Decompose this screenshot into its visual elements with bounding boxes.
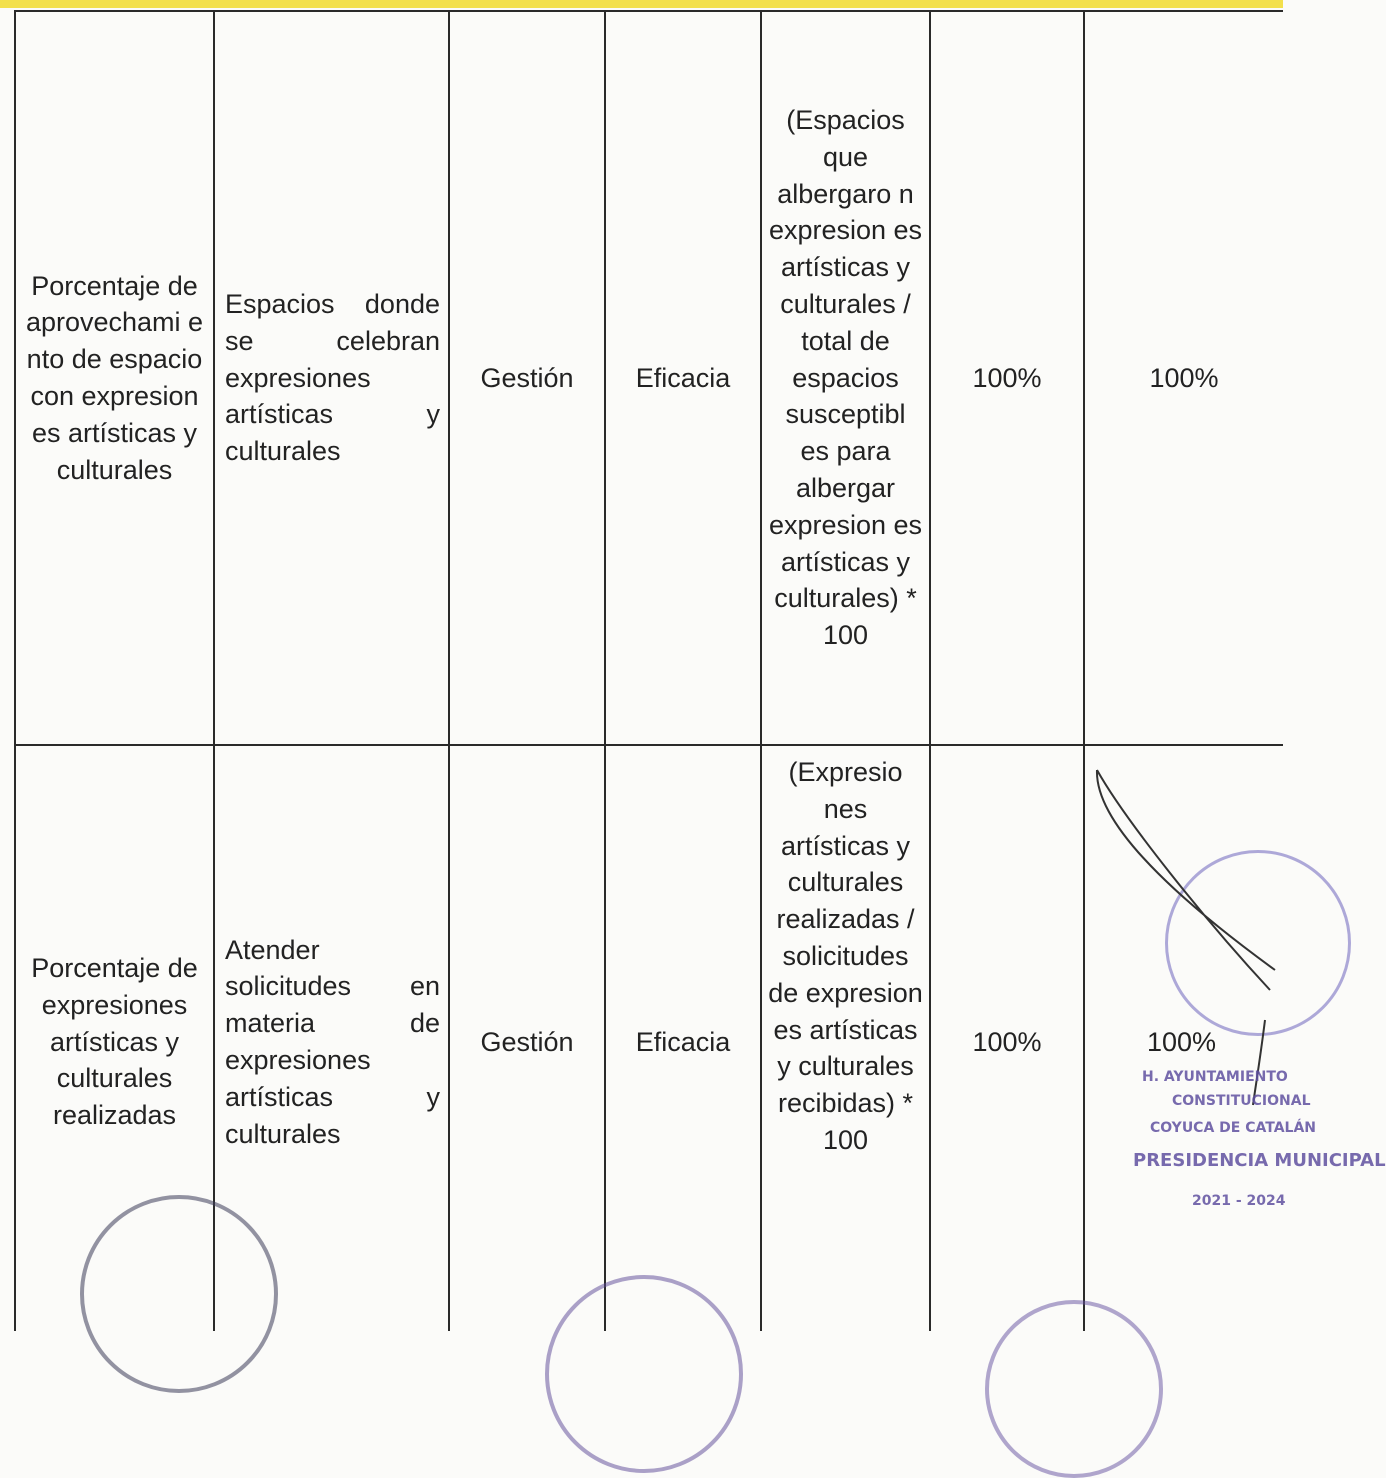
table-cell-dimension bbox=[606, 746, 760, 1338]
signature-mark bbox=[1085, 760, 1283, 1110]
stamp-line: H. AYUNTAMIENTO bbox=[1142, 1069, 1288, 1085]
goal-text: 100% bbox=[972, 1026, 1042, 1057]
description-text: Espacios donde se celebran expresiones artísticas y culturales bbox=[225, 289, 440, 467]
table-cell-type bbox=[450, 12, 604, 744]
table-cell-formula bbox=[762, 754, 929, 1331]
dimension-text: Eficacia bbox=[635, 362, 731, 393]
indicator-text: Porcentaje de aprovechami ento de espacio con expresiones artísticas y culturales bbox=[25, 270, 204, 485]
formula-text: (Espacios que albergaro n expresion es artísticas y culturales / total de espacios susceptibl es para albergar expresion es artísticas y culturales) * 100 bbox=[768, 105, 923, 651]
seal-bottom-left bbox=[80, 1195, 278, 1393]
dimension-text: Eficacia bbox=[635, 1026, 731, 1057]
table-cell-type bbox=[450, 746, 604, 1338]
seal-bottom-middle bbox=[545, 1275, 743, 1473]
table-cell-indicator bbox=[16, 12, 213, 744]
table-cell-dimension bbox=[606, 12, 760, 744]
result-text: 100% bbox=[1147, 1026, 1217, 1057]
stamp-line: COYUCA DE CATALÁN bbox=[1150, 1120, 1317, 1136]
table-cell-goal bbox=[931, 746, 1083, 1338]
type-text: Gestión bbox=[480, 362, 574, 393]
stamp-line: CONSTITUCIONAL bbox=[1172, 1093, 1311, 1109]
indicator-text: Porcentaje de expresiones artísticas y culturales realizadas bbox=[31, 953, 198, 1131]
goal-text: 100% bbox=[972, 362, 1042, 393]
type-text: Gestión bbox=[480, 1026, 574, 1057]
stamp-line: PRESIDENCIA MUNICIPAL bbox=[1133, 1150, 1386, 1171]
table-cell-result bbox=[1085, 12, 1283, 744]
description-text: Atender solicitudes en materia de expresiones artísticas y culturales bbox=[225, 934, 440, 1149]
table-cell-goal bbox=[931, 12, 1083, 744]
seal-bottom-right bbox=[985, 1300, 1163, 1478]
stamp-line: 2021 - 2024 bbox=[1192, 1193, 1286, 1209]
formula-text: (Expresio nes artísticas y culturales realizadas / solicitudes de expresion es artísticas y culturales recibidas) * 100 bbox=[768, 757, 923, 1155]
table-cell-formula bbox=[762, 12, 929, 744]
result-text: 100% bbox=[1149, 362, 1219, 393]
table-cell-description bbox=[215, 12, 448, 744]
